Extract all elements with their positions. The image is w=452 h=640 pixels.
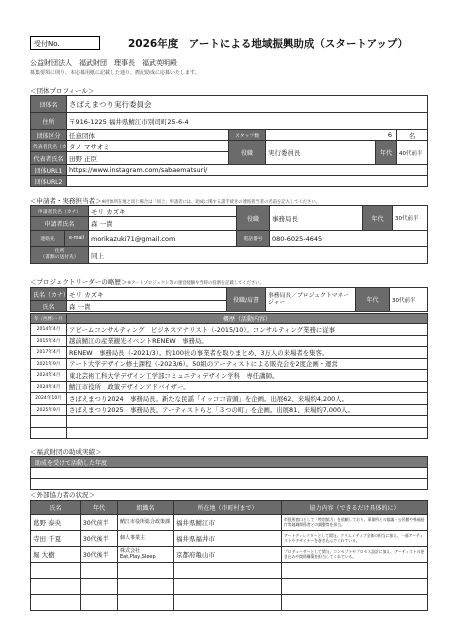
career-history-table	[30, 313, 428, 439]
career-date-header: 年（西暦）・月	[31, 314, 67, 324]
partner-org-header: 組織名	[118, 501, 174, 515]
partner-name: 葛野 泰央	[31, 515, 81, 531]
partner-row	[31, 563, 428, 579]
career-text: アート大学デザイン修士課程（-2023/6）。50組のアーティストによる販売会を2度企画・運営	[67, 358, 428, 370]
addressee-line: 公益財団法人 福武財団 理事長 福武英明殿	[30, 59, 177, 67]
leader-age-label: 年代	[356, 288, 390, 312]
staff-count-unit: 名	[397, 130, 428, 141]
partners-table	[30, 500, 428, 611]
applicant-role-value: 事務局長	[270, 206, 363, 231]
partner-age: 30代後半	[81, 547, 118, 563]
grant-year-row	[31, 479, 428, 490]
career-row	[31, 335, 428, 347]
partner-rows	[31, 515, 428, 611]
group-address-value: 〒916-1225 福井県鯖江市別司町25-6-4	[67, 113, 428, 130]
career-date: 2024年4月	[31, 370, 67, 382]
career-row	[31, 393, 428, 405]
leader-kana-label: 氏名（カナ）	[31, 288, 67, 301]
leader-kana-value: モリ カズキ	[67, 288, 227, 301]
partner-row	[31, 579, 428, 595]
group-category-value: 任意団体	[67, 130, 229, 141]
staff-count-value: 6	[266, 130, 397, 141]
partner-row	[31, 547, 428, 563]
rep-name-value: 田野 正臣	[67, 152, 229, 165]
career-text	[67, 427, 428, 439]
partner-row	[31, 515, 428, 531]
applicant-name-value: 森 一貴	[89, 217, 237, 231]
partner-org: 株式会社Eat,Play,Sleep	[118, 547, 174, 563]
career-row	[31, 358, 428, 370]
leader-heading-text: ＜プロジェクトリーダーの略歴＞	[30, 278, 128, 286]
career-text: さばえまつり2024 事務局長。新たな民謡「イッココ音頭」を企画。出展62、来場約4,200人。	[67, 393, 428, 405]
career-row	[31, 404, 428, 416]
group-url1-label: 団体URL1	[31, 165, 67, 176]
group-profile-table	[30, 95, 428, 187]
partner-detail	[282, 579, 428, 595]
career-row	[31, 416, 428, 428]
partner-name	[31, 579, 81, 595]
career-row	[31, 347, 428, 359]
career-text: RENEW 事務局長（-2021/3）。約100社の事業者を取りまとめ、3万人の来場者を集客。	[67, 347, 428, 359]
mailing-address-label	[31, 247, 89, 264]
applicant-heading	[30, 196, 320, 205]
applicant-table	[30, 205, 428, 264]
career-text: 鯖江市役所 政策デザインアドバイザー。	[67, 381, 428, 393]
mailing-address-value: 同上	[89, 247, 428, 264]
partner-row	[31, 595, 428, 611]
partner-detail-header: 協力内容（できるだけ具体的に）	[282, 501, 428, 515]
career-row	[31, 427, 428, 439]
leader-role-label: 役職/肩書	[227, 288, 266, 312]
mailing-address-label-main: 住所	[54, 249, 65, 254]
form-title: 2026年度 アートによる地域振興助成（スタートアップ）	[128, 38, 408, 50]
applicant-kana-label: 申請者氏名（カナ）	[31, 206, 89, 217]
group-category-label: 団体区分	[31, 130, 67, 141]
partner-org	[118, 579, 174, 595]
partners-heading: ＜外部協力者の状況＞	[30, 491, 95, 499]
partner-row	[31, 531, 428, 547]
partner-name: 寺田 千夏	[31, 531, 81, 547]
leader-heading-note: ※アートプロジェクト等の運営経験や当時の役割を記載してください。	[127, 281, 264, 286]
rep-role-value: 実行委員長	[266, 141, 376, 165]
career-row	[31, 324, 428, 336]
partner-age-header: 年代	[81, 501, 118, 515]
group-url2-label: 団体URL2	[31, 176, 67, 187]
partner-age	[81, 579, 118, 595]
partner-org	[118, 563, 174, 579]
career-date	[31, 416, 67, 428]
partner-detail: アートディレクターとして関与。クリエイティブ全体の担当に加え、一部アーティストやデザイナーを巻き込んでくれている。	[282, 531, 428, 547]
group-url1-value[interactable]: https://www.instagram.com/sabaematsuri/	[67, 165, 428, 176]
partner-detail	[282, 595, 428, 611]
partner-location: 福井県福井市	[174, 531, 282, 547]
rep-age-value: 40代前半	[397, 141, 428, 165]
career-text: さばえまつり2025 事務局長。アーティストらと「３つの町」を企画。出展81、来場約7,000人。	[67, 404, 428, 416]
rep-name-label: 代表者氏名	[31, 152, 67, 165]
application-note: 募集要項に則り、本応募用紙に記載した通り、標記助成に応募いたします。	[30, 70, 200, 76]
career-date: 2024年10月	[31, 393, 67, 405]
rep-role-label: 役職	[229, 141, 266, 165]
partner-name-header: 氏名	[31, 501, 81, 515]
partner-org: 鯖江市役所総合政策課	[118, 515, 174, 531]
partner-name: 堀 大樹	[31, 547, 81, 563]
partner-location	[174, 579, 282, 595]
group-name-label: 団体名	[31, 96, 67, 113]
partner-detail: 市役所窓口として「特別協力」を依頼しており、事業所との協議・公民館や県福祉庁等地域関係者との調整等を担当。	[282, 515, 428, 531]
group-url2-value[interactable]	[67, 176, 428, 187]
rep-kana-value: タノ マサオミ	[67, 141, 229, 152]
email-value[interactable]: morikazuki71@gmail.com	[89, 231, 237, 247]
receipt-number-box: 受付No.	[30, 36, 100, 50]
partner-age: 30代後半	[81, 531, 118, 547]
applicant-heading-note: ※団体所在地と同じ場合は「同上」申請者には、助成に関する諸手続きの連絡担当者の名前を記入してください。	[101, 200, 320, 205]
career-row	[31, 381, 428, 393]
staff-count-label: スタッフ数	[229, 130, 266, 141]
rep-age-label: 年代	[376, 141, 397, 165]
partner-location-header: 所在地（市町村まで）	[174, 501, 282, 515]
phone-value: 080-6025-4645	[270, 231, 428, 247]
career-date: 2021年9月	[31, 358, 67, 370]
applicant-kana-value: モリ カズキ	[89, 206, 237, 217]
leader-heading	[30, 277, 264, 286]
career-date: 2025年9月	[31, 404, 67, 416]
grant-year-row	[31, 468, 428, 479]
group-address-label: 住所	[31, 113, 67, 130]
career-date: 2015年4月	[31, 335, 67, 347]
leader-table	[30, 287, 428, 312]
rep-kana-label: 代表者氏名（カナ）	[31, 141, 67, 152]
email-label: e-mail	[65, 231, 89, 247]
career-text: 越前鯖江の産業観光イベントRENEW 事務局。	[67, 335, 428, 347]
partner-org	[118, 595, 174, 611]
partner-age	[81, 595, 118, 611]
leader-age-value: 30代前半	[390, 288, 428, 312]
applicant-age-label: 年代	[363, 206, 393, 231]
career-row	[31, 370, 428, 382]
leader-role-value: 事務局長／プロジェクトマネージャー	[266, 288, 356, 312]
career-date: 2024年4月	[31, 381, 67, 393]
applicant-role-label: 役職	[237, 206, 270, 231]
leader-name-value: 森 一貴	[67, 301, 227, 312]
group-profile-heading: ＜団体プロフィール＞	[30, 87, 95, 95]
career-summary-header: 概歴（活動内容）	[67, 314, 428, 324]
partner-location	[174, 595, 282, 611]
phone-label: 電話番号	[237, 231, 270, 247]
career-text: アビームコンサルティング ビジネスアナリスト（-2015/10）。コンサルティング業務に従事	[67, 324, 428, 336]
partner-name	[31, 595, 81, 611]
contact-label: 連絡先	[31, 231, 65, 247]
partner-age: 30代前半	[81, 515, 118, 531]
group-name-value: さばえまつり実行委員会	[67, 96, 428, 113]
applicant-heading-text: ＜申請者・実務担当者＞	[30, 197, 102, 205]
career-date	[31, 427, 67, 439]
partner-name	[31, 563, 81, 579]
partner-location: 福井県鯖江市	[174, 515, 282, 531]
grant-year-label: 助成を受けて活動した年度	[31, 457, 428, 468]
career-text	[67, 416, 428, 428]
applicant-name-label: 申請者氏名	[31, 217, 89, 231]
career-date: 2014年4月	[31, 324, 67, 336]
mailing-address-label-sub: （書類の送付先）	[40, 255, 79, 260]
career-date: 2017年4月	[31, 347, 67, 359]
grant-history-table	[30, 456, 428, 490]
grant-history-heading: ＜福武財団の助成実績＞	[30, 448, 102, 456]
career-rows	[31, 324, 428, 439]
partner-location	[174, 563, 282, 579]
career-text: 東北芸術工科大学デザイン工学部コミュニティデザイン学科 専任講師。	[67, 370, 428, 382]
partner-age	[81, 563, 118, 579]
partner-detail	[282, 563, 428, 579]
applicant-age-value: 30代前半	[393, 206, 428, 231]
leader-name-label: 氏名	[31, 301, 67, 312]
partner-location: 京都府亀山市	[174, 547, 282, 563]
partner-org: 個人事業主	[118, 531, 174, 547]
partner-detail: プロデューサーとして関与。コンセプトやプロセス設計に加え、アーティストの巻き込みや関係構築を担当してくれている。	[282, 547, 428, 563]
